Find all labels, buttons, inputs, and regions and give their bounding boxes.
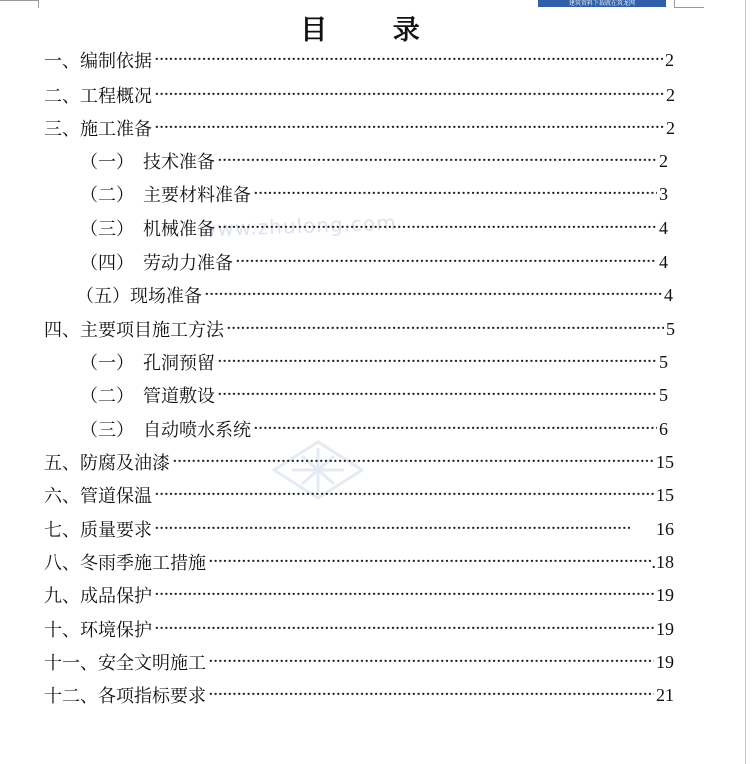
dot-leader: [154, 584, 654, 606]
toc-entry-page: 5: [659, 351, 668, 372]
toc-entry-page: 3: [659, 183, 668, 204]
toc-entry[interactable]: [44, 84, 675, 106]
toc-entry[interactable]: [80, 217, 668, 239]
toc-entry-label: （四） 劳动力准备: [80, 253, 233, 274]
toc-entry-page: 2: [666, 117, 675, 138]
dot-leader: [208, 551, 652, 573]
dot-leader: [154, 518, 630, 540]
toc-entry-page: 16: [656, 518, 674, 539]
toc-entry[interactable]: [44, 684, 674, 706]
toc-entry-label: 一、编制依据: [44, 51, 152, 72]
toc-entry[interactable]: [76, 284, 673, 306]
toc-entry-label: （一） 技术准备: [80, 152, 215, 173]
toc-entry[interactable]: [80, 251, 668, 273]
header-banner: 建筑资料下载就在筑龙网: [538, 0, 666, 7]
toc-entry[interactable]: [44, 618, 674, 640]
toc-entry-label: （三） 自动喷水系统: [80, 420, 251, 441]
toc-entry-label: 六、管道保温: [44, 486, 152, 507]
toc-entry-label: （五）现场准备: [76, 286, 202, 307]
toc-entry[interactable]: [44, 318, 675, 340]
toc-entry-page: 2: [659, 150, 668, 171]
toc-entry[interactable]: [80, 150, 668, 172]
page-title: 目 录: [300, 15, 448, 46]
dot-leader: [217, 384, 657, 406]
dot-leader: [154, 117, 664, 139]
toc-entry-page: 19: [656, 618, 674, 639]
toc-entry-page: 4: [659, 217, 668, 238]
toc-entry-page: 15: [656, 484, 674, 505]
toc-entry[interactable]: [44, 518, 674, 540]
toc-entry-label: （二） 管道敷设: [80, 386, 215, 407]
dot-leader: [154, 84, 664, 106]
toc-entry-label: 五、防腐及油漆: [44, 453, 170, 474]
toc-entry[interactable]: [44, 49, 674, 71]
toc-entry-label: 四、主要项目施工方法: [44, 320, 224, 341]
toc-entry-label: 十二、各项指标要求: [44, 686, 206, 707]
toc-entry-page: 5: [666, 318, 675, 339]
toc-entry-label: （一） 孔洞预留: [80, 353, 215, 374]
toc-entry-label: 九、成品保护: [44, 586, 152, 607]
dot-leader: [253, 418, 657, 440]
toc-entry-label: 八、冬雨季施工措施: [44, 553, 206, 574]
toc-entry-page: .18: [651, 551, 674, 572]
dot-leader: [226, 318, 664, 340]
dot-leader: [154, 618, 654, 640]
toc-entry-page: 5: [659, 384, 668, 405]
dot-leader: [217, 351, 657, 373]
toc-entry[interactable]: [80, 183, 668, 205]
toc-entry-page: 19: [656, 584, 674, 605]
toc-entry-label: （三） 机械准备: [80, 219, 215, 240]
toc-entry-page: 2: [666, 84, 675, 105]
toc-entry[interactable]: [80, 384, 668, 406]
dot-leader: [154, 49, 663, 71]
toc-entry-page: 4: [659, 251, 668, 272]
toc-entry[interactable]: [44, 117, 675, 139]
dot-leader: [208, 684, 654, 706]
toc-entry-label: 七、质量要求: [44, 520, 152, 541]
dot-leader: [235, 251, 657, 273]
dot-leader: [154, 484, 654, 506]
toc-entry-page: 2: [665, 49, 674, 70]
toc-entry[interactable]: [44, 651, 674, 673]
toc-entry[interactable]: [80, 351, 668, 373]
toc-entry-label: 三、施工准备: [44, 119, 152, 140]
dot-leader: [253, 183, 657, 205]
toc-entry-label: （二） 主要材料准备: [80, 185, 251, 206]
toc-entry-label: 二、工程概况: [44, 86, 152, 107]
toc-entry[interactable]: [44, 551, 674, 573]
toc-entry-label: 十一、安全文明施工: [44, 653, 206, 674]
watermark-text: www.zhulong.com: [199, 210, 398, 242]
toc-entry-label: 十、环境保护: [44, 620, 152, 641]
toc-entry[interactable]: [80, 418, 668, 440]
dot-leader: [172, 451, 654, 473]
dot-leader: [204, 284, 662, 306]
toc-entry-page: 15: [656, 451, 674, 472]
toc-entry[interactable]: [44, 451, 674, 473]
toc-entry-page: 19: [656, 651, 674, 672]
toc-entry-page: 6: [659, 418, 668, 439]
toc-entry[interactable]: [44, 484, 674, 506]
dot-leader: [208, 651, 654, 673]
dot-leader: [217, 150, 657, 172]
toc-entry[interactable]: [44, 584, 674, 606]
dot-leader: [217, 217, 657, 239]
toc-entry-page: 21: [656, 684, 674, 705]
toc-entry-page: 4: [664, 284, 673, 305]
